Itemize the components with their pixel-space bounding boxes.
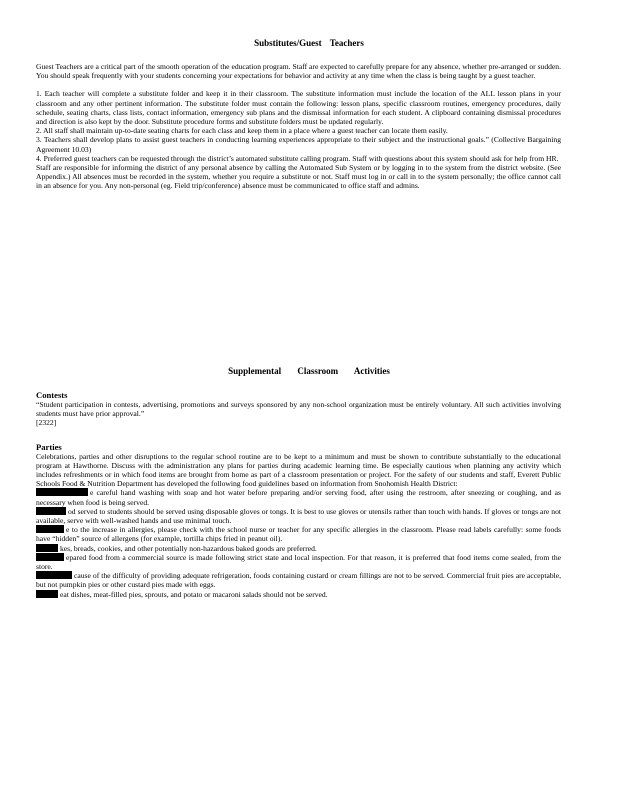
substitutes-item: Staff are responsible for informing the district of any personal absence by calling the Automated Sub System or by logging in to the system from the district website. (See Appendix.) All absences must be recorded in the system, whether you require a substitute or not. Staff must log in or call in to the system personally; the office cannot call in an absence for you. Any non-personal (eg. Field trip/conference) absence must be communicated to office staff and admins. (36, 163, 561, 191)
redaction-bar (36, 525, 64, 533)
substitutes-intro: Guest Teachers are a critical part of the smooth operation of the education program. Staff are expected to carefully prepare for any absence, whether pre-arranged or sudden. You should speak frequently with your students concerning your expectations for behavior and activity at any time when the class is being taught by a guest teacher. (36, 62, 561, 81)
contests-ref: [2322] (36, 418, 57, 428)
parties-list-item (36, 553, 561, 571)
substitutes-item: 3. Teachers shall develop plans to assist guest teachers in conducting learning experiences appropriate to their subject and the instructional goals.” (Collective Bargaining Agreement 10.03) (36, 135, 561, 154)
substitutes-item: 1. Each teacher will complete a substitute folder and keep it in their classroom. The substitute information must include the location of the ALL lesson plans in your classroom and any other pertinent information. The substitute folder must contain the following: lesson plans, specific classroom routines, emergency procedures, daily schedule, seating charts, class lists, contact information, emergency sub plans and the dismissal information for each student. A clipboard containing dismissal procedures and direction is also kept by the door. Substitute procedure forms and substitute folders must be updated regularly. (36, 89, 561, 127)
parties-list-item-text: e to the increase in allergies, please check with the school nurse or teacher for any specific allergies in the classroom. Please read labels carefully: some foods have “hidden” source of allergens (for example, tortilla chips fried in peanut oil). (36, 525, 561, 544)
parties-list-item (36, 488, 561, 506)
parties-list-item-text: kes, breads, cookies, and other potentially non-hazardous baked goods are preferred. (60, 543, 317, 553)
redaction-bar (36, 544, 58, 552)
parties-list (36, 488, 561, 598)
section-title-substitutes: Substitutes/Guest Teachers (254, 38, 364, 48)
parties-list-item-text: e careful hand washing with soap and hot water before preparing and/or serving food, after using the restroom, after sneezing or coughing, and as necessary when food is being served. (36, 488, 561, 507)
supplemental-body (36, 390, 561, 599)
section-title-supplemental: Supplemental Classroom Activities (228, 366, 390, 376)
parties-list-item-text: eat dishes, meat-filled pies, sprouts, and potato or macaroni salads should not be served. (60, 589, 328, 599)
parties-list-item-text: od served to students should be served using disposable gloves or tongs. It is best to use gloves or utensils rather than touch with hands. If gloves or tongs are not available, serve with well-washed hands and use minimal touch. (36, 506, 561, 526)
redaction-bar (36, 590, 58, 598)
redaction-bar (36, 553, 64, 561)
parties-list-item (36, 525, 561, 543)
substitutes-item: 4. Preferred guest teachers can be requested through the district’s automated substitute calling program. Staff with questions about this system should ask for help from HR. (36, 153, 559, 163)
substitutes-item: 2. All staff shall maintain up-to-date seating charts for each class and keep them in a place where a guest teacher can locate them easily. (36, 126, 448, 136)
parties-heading: Parties (36, 441, 62, 452)
contests-heading: Contests (36, 390, 68, 400)
parties-list-item-text: cause of the difficulty of providing adequate refrigeration, foods containing custard or cream fillings are not to be served. Commercial fruit pies are acceptable, but not pumpkin pies or other custard pies made with eggs. (36, 571, 561, 590)
parties-list-item (36, 544, 561, 553)
parties-list-item (36, 590, 561, 599)
redaction-bar (36, 488, 88, 496)
parties-list-item (36, 571, 561, 589)
parties-list-item-text: epared food from a commercial source is made following strict state and local inspection. For that reason, it is preferred that food items come sealed, from the store. (36, 552, 561, 572)
contests-text: “Student participation in contests, advertising, promotions and surveys sponsored by any non-school organization must be entirely voluntary. All such activities involving students must have prior approval.” (36, 400, 561, 419)
redaction-bar (36, 571, 72, 579)
substitutes-body (36, 62, 561, 191)
redaction-bar (36, 507, 66, 515)
parties-list-item (36, 507, 561, 525)
parties-intro: Celebrations, parties and other disruptions to the regular school routine are to be kept to a minimum and must be shown to contribute substantially to the educational program at Hawthorne. Discuss with the administration any plans for parties during academic learning time. Be especially cautious when planning any activity which includes refreshments or in which food items are brought from home as part of a classroom presentation or project. For the safety of our students and staff, Everett Public Schools Food & Nutrition Department has developed the following food guidelines based on information from Snohomish Health District: (36, 451, 561, 489)
